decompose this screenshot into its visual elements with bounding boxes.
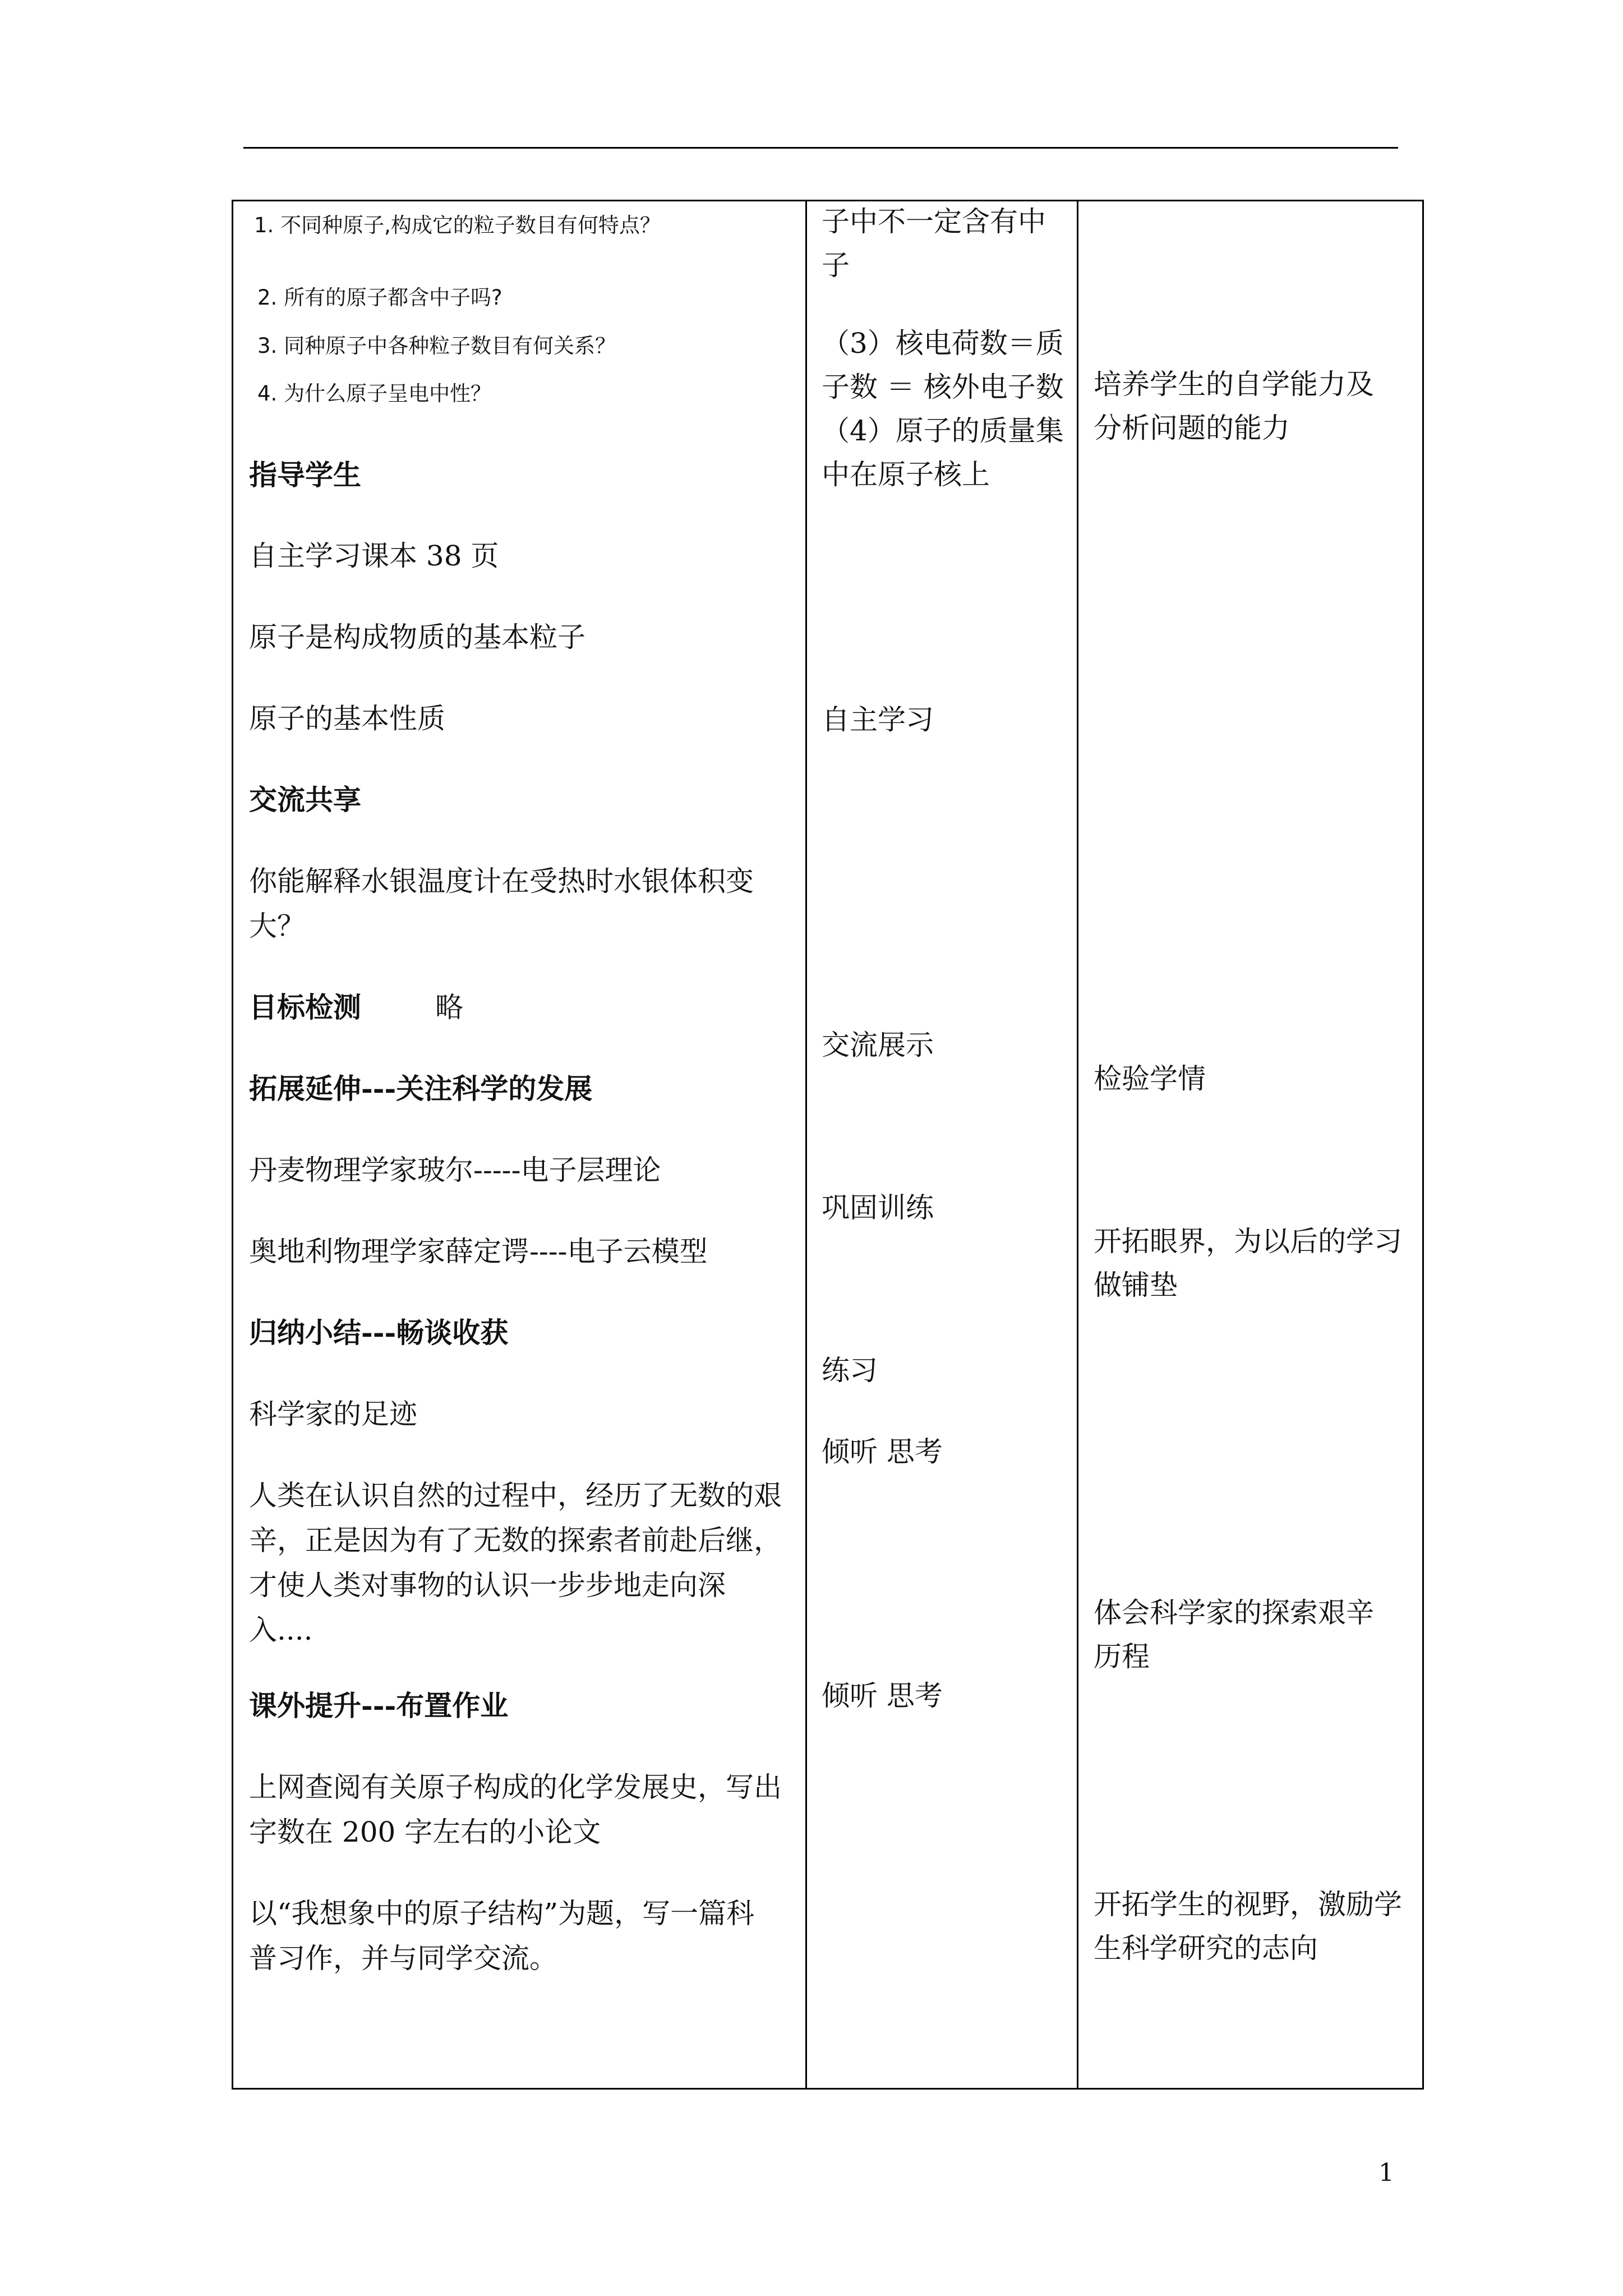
summary-heading: 归纳小结---畅谈收获: [249, 1316, 509, 1349]
target-heading: 目标检测: [249, 991, 361, 1024]
question-4: 4. 为什么原子呈电中性？: [257, 381, 492, 406]
human-paragraph-line4: 入....: [249, 1614, 313, 1646]
target-value: 略: [435, 991, 463, 1024]
atom-basic-particle: 原子是构成物质的基本粒子: [249, 621, 585, 654]
homework-2-line2: 普习作，并与同学交流。: [249, 1942, 557, 1975]
consolidate-activity: 巩固训练: [822, 1191, 934, 1224]
check-goal: 检验学情: [1094, 1062, 1206, 1095]
guide-heading: 指导学生: [249, 458, 361, 491]
mercury-question-line2: 大？: [249, 910, 305, 942]
mass-note-line1: （4）原子的质量集: [822, 415, 1064, 447]
atom-properties: 原子的基本性质: [249, 702, 445, 735]
horizon-goal-line2: 做铺垫: [1094, 1269, 1178, 1301]
exchange-show-activity: 交流展示: [822, 1029, 934, 1061]
question-3: 3. 同种原子中各种粒子数目有何关系？: [257, 334, 616, 358]
experience-goal-line1: 体会科学家的探索艰辛: [1094, 1596, 1374, 1629]
schrodinger-line: 奥地利物理学家薛定谔----电子云模型: [249, 1235, 708, 1268]
human-paragraph-line2: 辛，正是因为有了无数的探索者前赴后继，: [249, 1524, 782, 1557]
header-rule: [243, 147, 1398, 149]
self-study-page: 自主学习课本 38 页: [249, 540, 499, 572]
experience-goal-line2: 历程: [1094, 1640, 1150, 1673]
ability-goal-line1: 培养学生的自学能力及: [1094, 368, 1374, 401]
bohr-line: 丹麦物理学家玻尔-----电子层理论: [249, 1154, 661, 1186]
listen-think-activity-2: 倾听 思考: [822, 1680, 943, 1712]
exchange-heading: 交流共享: [249, 783, 361, 816]
mass-note-line2: 中在原子核上: [822, 458, 990, 491]
self-study-activity: 自主学习: [822, 703, 934, 736]
homework-1-line1: 上网查阅有关原子构成的化学发展史，写出: [249, 1771, 782, 1803]
human-paragraph-line1: 人类在认识自然的过程中，经历了无数的艰: [249, 1479, 782, 1512]
neutron-note-line1: 子中不一定含有中: [822, 205, 1046, 238]
listen-think-activity-1: 倾听 思考: [822, 1435, 943, 1468]
column-divider: [1077, 200, 1078, 2090]
charge-note-line1: （3）核电荷数＝质: [822, 327, 1064, 360]
homework-heading: 课外提升---布置作业: [249, 1689, 509, 1722]
practice-activity: 练习: [822, 1354, 878, 1387]
neutron-note-line2: 子: [822, 249, 850, 282]
horizon-goal-line1: 开拓眼界，为以后的学习: [1094, 1225, 1402, 1258]
inspire-goal-line2: 生科学研究的志向: [1094, 1932, 1318, 1964]
charge-note-line2: 子数 ＝ 核外电子数: [822, 371, 1064, 403]
page-number: 1: [1378, 2159, 1394, 2187]
question-1: 1. 不同种原子,构成它的粒子数目有何特点？: [254, 213, 661, 237]
mercury-question-line1: 你能解释水银温度计在受热时水银体积变: [249, 865, 754, 898]
inspire-goal-line1: 开拓学生的视野，激励学: [1094, 1888, 1402, 1921]
scientist-footprints: 科学家的足迹: [249, 1398, 417, 1430]
human-paragraph-line3: 才使人类对事物的认识一步步地走向深: [249, 1569, 726, 1602]
extend-heading: 拓展延伸---关注科学的发展: [249, 1072, 593, 1105]
ability-goal-line2: 分析问题的能力: [1094, 412, 1290, 444]
homework-1-line2: 字数在 200 字左右的小论文: [249, 1816, 601, 1848]
column-divider: [805, 200, 807, 2090]
homework-2-line1: 以“我想象中的原子结构”为题，写一篇科: [249, 1897, 755, 1930]
question-2: 2. 所有的原子都含中子吗?: [257, 286, 502, 310]
